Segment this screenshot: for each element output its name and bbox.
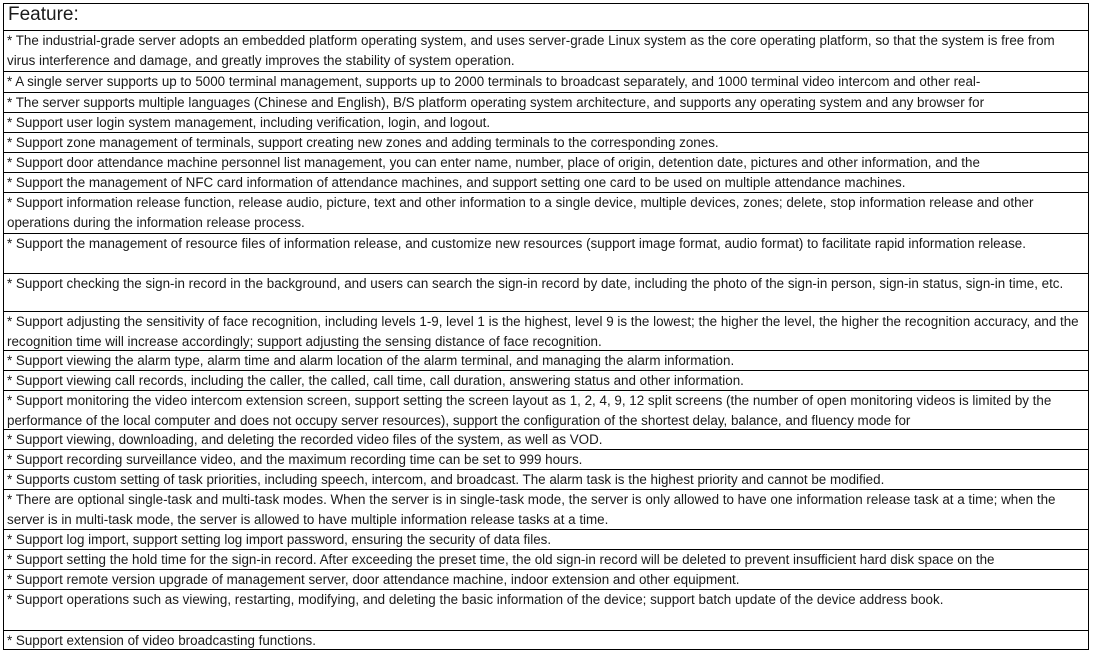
feature-row: * Support extension of video broadcasting functions.	[4, 630, 1088, 649]
feature-row: * Support the management of resource files of information release, and customize new resources (support image format, audio format) to facilitate rapid information release.	[4, 233, 1088, 273]
feature-row: * Support setting the hold time for the sign-in record. After exceeding the preset time, the old sign-in record will be deleted to prevent insufficient hard disk space on the	[4, 549, 1088, 569]
feature-row: * Support monitoring the video intercom extension screen, support setting the screen layout as 1, 2, 4, 9, 12 split screens (the number of open monitoring videos is limited by the performance of the local computer and does not occupy server resources), support the configuration of the shortest delay, balance, and fluency mode for	[4, 390, 1088, 429]
feature-row: * Support operations such as viewing, restarting, modifying, and deleting the basic information of the device; support batch update of the device address book.	[4, 589, 1088, 630]
feature-row: * Support information release function, release audio, picture, text and other information to a single device, multiple devices, zones; delete, stop information release and other operations during the information release process.	[4, 192, 1088, 233]
feature-row: * Support zone management of terminals, support creating new zones and adding terminals to the corresponding zones.	[4, 132, 1088, 152]
feature-row: * Support viewing the alarm type, alarm time and alarm location of the alarm terminal, and managing the alarm information.	[4, 350, 1088, 370]
feature-row: * Supports custom setting of task priorities, including speech, intercom, and broadcast. The alarm task is the highest priority and cannot be modified.	[4, 469, 1088, 489]
feature-row: * Support the management of NFC card information of attendance machines, and support setting one card to be used on multiple attendance machines.	[4, 172, 1088, 192]
feature-row: * Support adjusting the sensitivity of face recognition, including levels 1-9, level 1 is the highest, level 9 is the lowest; the higher the level, the higher the recognition accuracy, and the recognition time will increase accordingly; support adjusting the sensing distance of face recognition.	[4, 311, 1088, 350]
feature-row: * Support user login system management, including verification, login, and logout.	[4, 112, 1088, 132]
feature-row: * Support viewing, downloading, and deleting the recorded video files of the system, as well as VOD.	[4, 429, 1088, 449]
feature-row: * The industrial-grade server adopts an embedded platform operating system, and uses server-grade Linux system as the core operating platform, so that the system is free from virus interference and damage, and greatly improves the stability of system operation.	[4, 30, 1088, 71]
feature-row: * Support viewing call records, including the caller, the called, call time, call duration, answering status and other information.	[4, 370, 1088, 390]
feature-table	[3, 3, 1089, 650]
feature-row: * There are optional single-task and multi-task modes. When the server is in single-task mode, the server is only allowed to have one information release task at a time; when the server is in multi-task mode, the server is allowed to have multiple information release tasks at a time.	[4, 489, 1088, 529]
feature-row: * The server supports multiple languages (Chinese and English), B/S platform operating system architecture, and supports any operating system and any browser for	[4, 92, 1088, 112]
feature-row: * Support log import, support setting log import password, ensuring the security of data files.	[4, 529, 1088, 549]
feature-row: * Support remote version upgrade of management server, door attendance machine, indoor extension and other equipment.	[4, 569, 1088, 589]
feature-row: * A single server supports up to 5000 terminal management, supports up to 2000 terminals to broadcast separately, and 1000 terminal video intercom and other real-	[4, 71, 1088, 92]
feature-row: * Support checking the sign-in record in the background, and users can search the sign-in record by date, including the photo of the sign-in person, sign-in status, sign-in time, etc.	[4, 273, 1088, 311]
table-header: Feature:	[8, 4, 79, 25]
feature-row: * Support door attendance machine personnel list management, you can enter name, number, place of origin, detention date, pictures and other information, and the	[4, 152, 1088, 172]
feature-row: * Support recording surveillance video, and the maximum recording time can be set to 999 hours.	[4, 449, 1088, 469]
